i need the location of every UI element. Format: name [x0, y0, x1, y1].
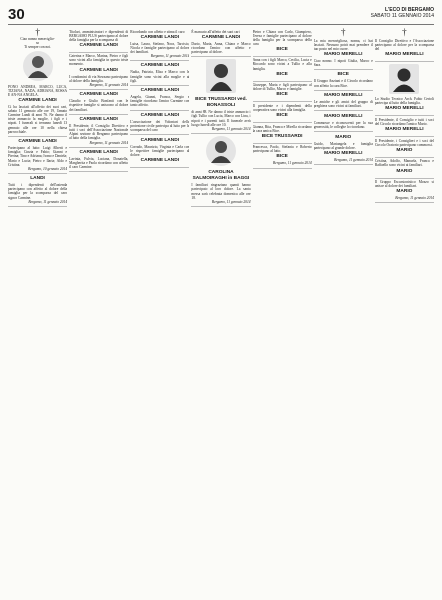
announcement-text: Nadia, Patrizia, Elisa e Marco con le famiglie sono vicini alla moglie e ai figli. [130, 70, 190, 83]
deceased-name: CARMINE LANDI [79, 150, 118, 156]
dedication-line: so [35, 41, 40, 46]
deceased-name: CARMINE LANDI [79, 42, 118, 48]
announcement-text: Lavinia, Fulvia, Luciana, Donatella, Margherita e Paola ricordano con affetto il caro Carmine. [69, 157, 129, 170]
announcement [314, 37, 373, 70]
deceased-name: MARIO [396, 147, 413, 153]
portrait-silhouette-icon [209, 61, 233, 91]
dateline: Bergamo, 11 gennaio 2014 [395, 196, 434, 201]
deceased-name: BICE [276, 92, 288, 98]
announcement [375, 137, 434, 158]
deceased-name: MARIO MERELLI [385, 51, 424, 57]
announcement-text: Giuseppe, Maria e figli partecipano al dolore di Tullio, Marco e famiglie. [252, 83, 312, 92]
announcement [130, 61, 189, 86]
announcement-text: Luisa, Laura, Stefano, Nora, Tarcisio, Nicola e famiglie partecipano al dolore dei familiari. [130, 41, 190, 54]
column-5 [253, 28, 312, 594]
announcement [314, 132, 373, 165]
announcement-text: I familiari ringraziano quanti hanno partecipato al loro dolore. La santa messa sarà celebrata domenica alle ore 18. [191, 183, 251, 200]
deceased-name: BICE [276, 154, 288, 160]
dateline: Bergamo, 11 gennaio 2014 [89, 140, 129, 145]
deceased-name: CARMINE LANDI [140, 113, 180, 119]
page-header [8, 6, 434, 25]
announcement-text: Partecipano al lutto: Luigi Alberti e famiglia; Cinzia e Fabio; Gianni e Pierina; Tino e Adriana; Ivano e Daniela; Mario e Lucia; Pietro e Ilaria; Aldo e Cristina. [8, 146, 68, 167]
deceased-name: MARIO [396, 189, 413, 195]
announcement-text: Commosse e riconoscenti per la sua generosità, le colleghe lo ricordano. [313, 120, 373, 129]
announcement-text: Tutti i dipendenti dell'azienda partecipano con affetto al dolore della famiglia per la scomparsa del caro signor Carmine. [8, 183, 68, 200]
announcement [253, 144, 312, 169]
deceased-name: BICE TRUSSARDI ved. BONASSOLI [195, 97, 247, 109]
announcement [253, 57, 312, 82]
page-number: 30 [8, 6, 25, 23]
dateline: Bergamo, 11 gennaio 2014 [89, 82, 129, 87]
announcement-text: Il Presidente, il Consiglio e tutti i soci del Circolo ricordano l'amico Mario. [374, 117, 434, 127]
deceased-name: MARIO [396, 168, 413, 174]
announcement-text: Le amiche e gli amici del gruppo di preghiera sono vicini ai familiari. [313, 100, 373, 109]
masthead [371, 7, 434, 19]
announcement [191, 28, 250, 57]
announcement [8, 83, 67, 136]
portrait-silhouette-icon [27, 54, 49, 78]
announcement [69, 53, 128, 90]
announcement-text: Ci ha lasciati all'affetto dei suoi cari, sabato 11 gennaio alle ore 19, l'amato Carmine Landi di anni 76. Ne danno il triste annuncio la moglie, i figli e i nipoti. I funerali si terranno lunedì 13 gennaio alle ore 10 nella chiesa parrocchiale. [8, 105, 68, 134]
announcement [130, 86, 189, 111]
announcement-text: Gianna, Rita, Franca e Mirella ricordano la cara amica Bice. [252, 124, 312, 133]
announcement-text: Il Gruppo Anziani e il Circolo ricordano con affetto la cara Bice. [313, 79, 373, 88]
announcement-text: I condomini di via Stezzano partecipano al dolore della famiglia. [69, 74, 129, 83]
dateline: Bergamo, 10 gennaio 2014 [28, 166, 68, 171]
announcement-text: Cristina, Adolfo, Manuela, Franca e Raffaello sono vicini ai familiari. [374, 159, 434, 168]
announcement-text: Il Presidente, il Consiglio Direttivo e tutti i soci dell'Associazione Nazionale Alpini sezione di Bergamo partecipano al lutto della famiglia. [69, 124, 129, 141]
portrait-photo [23, 51, 53, 81]
announcement [191, 168, 250, 207]
deceased-name: LANDI [30, 176, 45, 182]
column-3 [130, 28, 189, 594]
dateline: Bergamo, 11 gennaio 2014 [334, 157, 373, 162]
announcement-text: Corrado, Maurizio, Virginia e Carla con le rispettive famiglie partecipano al dolore. [130, 144, 190, 157]
announcement [191, 95, 250, 134]
announcement-text: Il Consiglio Direttivo e l'Associazione partecipano al dolore per la scomparsa del [374, 38, 434, 51]
announcement-text: Ciao nonno. I nipoti Giulia, Marco e Sara. [313, 58, 373, 67]
deceased-name: CARMINE LANDI [79, 117, 118, 123]
announcement [8, 137, 67, 174]
deceased-name: BICE [276, 46, 288, 52]
announcement-text: Ricordando con affetto e stima il caro [130, 29, 185, 34]
deceased-name: CARMINE LANDI [140, 63, 180, 69]
announcement-text: Angela, Gianni, Franca, Sergio e famiglie ricordano l'amico Carmine con tanto affetto. [130, 95, 190, 108]
announcement [69, 115, 128, 148]
announcement [375, 116, 434, 137]
announcement [130, 135, 189, 168]
announcement-text: L'associazione dei Volontari della protezione civile partecipa al lutto per la scomparsa del caro [130, 120, 190, 133]
announcement-text: Pietro e Chiara con Carlo, Giampiero, Teresa e famiglie partecipano al dolore della famiglia per la scomparsa della cara [252, 29, 312, 46]
announcement-text: PONO ANDREA, MARCO, LUCA, TIZIANA, NADA, ADRIANA, ROSSA E AN-NA ANGELA. [8, 84, 68, 97]
announcement [375, 96, 434, 117]
announcement [375, 179, 434, 204]
deceased-name: CARMINE LANDI [140, 137, 180, 143]
portrait-photo [206, 59, 236, 93]
deceased-name: MARIO MERELLI [324, 51, 363, 57]
announcement-text: Titolari, amministratori e dipendenti di BERGAMO PLUS partecipano al dolore della famiglia per la scomparsa di [69, 29, 129, 42]
deceased-name: MARIO MERELLI [324, 113, 363, 119]
announcement-text: È mancato all'affetto dei suoi cari [191, 29, 240, 34]
column-6 [314, 28, 373, 594]
portrait-photo [206, 136, 236, 166]
announcement [130, 28, 189, 61]
deceased-name: MARIO MERELLI [324, 93, 363, 99]
column-7 [375, 28, 434, 594]
announcement [8, 174, 67, 207]
announcement-text: di anni 88. Ne danno il triste annuncio i figli Tullio con Lucia, Marco con Lina, i nipoti e i parenti tutti. Il funerale avrà luogo lunedì alle ore 10. [191, 110, 251, 127]
portrait-photo [389, 64, 419, 94]
announcement-text: Dario, Maria, Anna, Chiara e Marco ricordano l'amico con affetto e partecipano al dolore. [191, 41, 251, 54]
deceased-name: CARMINE LANDI [140, 88, 180, 94]
dateline: Bergamo, 11 gennaio 2014 [211, 126, 251, 131]
paper-name: L'ECO DI BERGAMO [385, 7, 434, 13]
announcement [253, 123, 312, 144]
deceased-name: CARMINE LANDI [18, 139, 57, 145]
deceased-name: MARIO MERELLI [385, 106, 424, 112]
announcement-text: Lo Studio Tecnico Arch. Fabio Cerioli partecipa al lutto della famiglia. [374, 97, 434, 106]
cross-icon: † [402, 28, 407, 37]
deceased-name: CARMINE LANDI [201, 34, 241, 40]
announcement [69, 90, 128, 115]
column-4 [191, 28, 250, 594]
deceased-name: BICE [337, 72, 349, 78]
announcement-text: Il Gruppo Escursionistico Mozzo si unisce al dolore dei familiari. [374, 180, 434, 189]
announcement-text: Il Presidente, i Consiglieri e i soci del Circolo Oratorio partecipano commossi. [374, 138, 434, 147]
column-2 [69, 28, 128, 594]
dedication-line: Ti sempre con noi. [24, 45, 51, 50]
announcement [69, 148, 128, 173]
portrait-silhouette-icon [392, 66, 416, 92]
announcement [375, 158, 434, 179]
announcement [69, 28, 128, 53]
deceased-name: CARMINE LANDI [79, 92, 118, 98]
column-1 [8, 28, 67, 594]
announcement [253, 82, 312, 103]
deceased-name: BICE [276, 113, 288, 119]
dateline: Bergamo, 11 gennaio 2014 [150, 53, 190, 58]
dateline: Bergamo, 11 gennaio 2014 [211, 199, 251, 204]
announcement [253, 28, 312, 57]
deceased-name: CARMINE LANDI [140, 158, 180, 164]
deceased-name: CARMINE LANDI [79, 67, 118, 73]
announcement-text: Guido, Mariangela e famiglia partecipano al grande dolore. [313, 141, 373, 150]
deceased-name: CAROLINA SALMOIRAGHI in BAGGI [192, 170, 250, 182]
announcement-text: La mia meravigliosa, nonna, ci hai lasciati. Nessuno potrà mai prendere il tuo posto nel mio cuore. [313, 38, 373, 51]
deceased-name: MARIO [335, 134, 352, 140]
announcement-text: Francesca, Paolo, Stefania e Roberto partecipano al lutto. [252, 145, 312, 154]
announcement [314, 91, 373, 112]
cross-icon: † [35, 28, 40, 37]
announcement [375, 37, 434, 62]
portrait-silhouette-icon [210, 139, 232, 163]
deceased-name: MARIO MERELLI [324, 150, 363, 156]
dedication-line: Ciao nonno meraviglio- [20, 37, 55, 41]
announcement-text: Anna con i figli Marco, Cecilia, Lucia e Riccardo sono vicini a Tullio e alla famiglia. [252, 58, 312, 71]
deceased-name: BICE [276, 71, 288, 77]
deceased-name: CARMINE LANDI [18, 98, 57, 104]
deceased-name: MARIO MERELLI [385, 127, 424, 133]
announcement [314, 70, 373, 91]
announcement-text: Il presidente e i dipendenti della cooperativa sono vicini alla famiglia. [252, 103, 312, 112]
dateline: Bergamo, 11 gennaio 2014 [28, 199, 68, 204]
issue-date: SABATO 11 GENNAIO 2014 [370, 13, 434, 19]
obituary-columns [8, 28, 434, 594]
announcement [314, 111, 373, 132]
cross-icon: † [341, 28, 346, 37]
announcement [253, 102, 312, 123]
announcement-text: Claudio e Giulio Bonfanti con le rispettive famiglie si uniscono al dolore dei familiari. [69, 99, 129, 112]
announcement [130, 111, 189, 136]
announcement-text: Caterina e Marco, Marina, Pietro e figli sono vicini alla famiglia in questo triste momento. [69, 54, 129, 67]
deceased-name: CARMINE LANDI [140, 34, 180, 40]
dateline: Bergamo, 11 gennaio 2014 [272, 161, 312, 166]
deceased-name: BICE TRUSSARDI [261, 133, 303, 139]
